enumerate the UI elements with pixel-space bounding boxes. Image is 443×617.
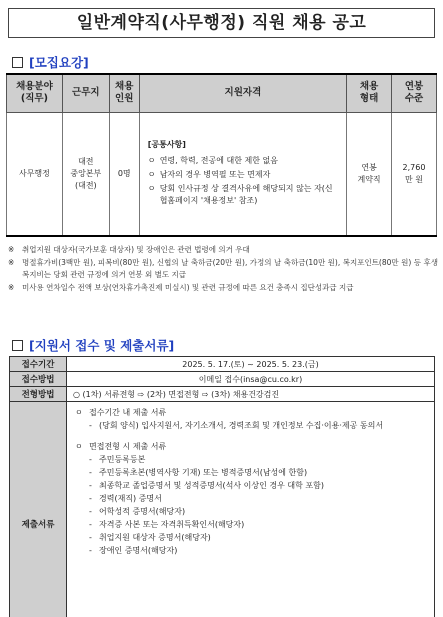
section-heading-application — [12, 336, 174, 354]
header-salary: 연봉 수준 — [392, 74, 437, 112]
page-title: 일반계약직(사무행정) 직원 채용 공고 — [8, 8, 435, 38]
value-period: 2025. 5. 17.(토) ~ 2025. 5. 23.(금) — [67, 357, 435, 372]
cell-qualification — [139, 112, 346, 236]
value-method: 이메일 접수(insa@cu.co.kr) — [67, 372, 435, 387]
document-group: ㅇ 면접전형 시 제출 서류 - 주민등록등본 - 주민등록초본(병역사항 기재) 또는 병적증명서(남성에 한함) - 최종학교 졸업증명서 및 성적증명서(석사 이상인 경우 대학 포함) - 경력(재직) 증명서 - 어학성적 증명서(해당자) - 자격증 사본 또는 자격취득확인서(해당자) - 취업지원 대상자 증명서(해당자) - 장애인 증명서(해당자) — [75, 440, 426, 557]
table-row — [10, 402, 435, 617]
cell-count: 0명 — [109, 112, 139, 236]
label-process: 전형방법 — [10, 387, 67, 402]
header-location: 근무지 — [62, 74, 109, 112]
note-item: ※ 명절휴가비(3백만 원), 피복비(80만 원), 신협의 날 축하금(20만 원), 가정의 날 축하금(10만 원), 복지포인트(80만 원) 등 후생복지비는 당회 관련 규정에 의거 연봉 외 별도 지급 — [8, 258, 438, 279]
list-item: ㅇ 남자의 경우 병역필 또는 면제자 — [147, 169, 271, 179]
list-item: - 최종학교 졸업증명서 및 성적증명서(석사 이상인 경우 대학 포함) — [89, 481, 324, 490]
list-item: - 경력(재직) 증명서 — [89, 494, 162, 503]
header-type: 채용 형태 — [347, 74, 392, 112]
table-row — [10, 357, 435, 372]
document-group: ㅇ 접수기간 내 제출 서류 - (당회 양식) 입사지원서, 자기소개서, 경력조회 및 개인정보 수집·이용·제공 동의서 — [75, 406, 426, 432]
label-documents: 제출서류 — [10, 402, 67, 617]
qualification-header: [공통사항] — [147, 139, 186, 149]
checkbox-square-icon — [12, 57, 23, 68]
cell-location: 대전 중앙본부 (대전) — [62, 112, 109, 236]
list-item: - 주민등록초본(병역사항 기재) 또는 병적증명서(남성에 한함) — [89, 468, 308, 477]
cell-type: 연봉 계약직 — [347, 112, 392, 236]
table-row — [7, 112, 437, 236]
list-item: ㅇ 당회 인사규정 상 결격사유에 해당되지 않는 자(신협홈페이지 '채용정보' 참조) — [147, 183, 333, 205]
section-label: [지원서 접수 및 제출서류] — [29, 338, 175, 353]
section-heading-recruitment — [12, 53, 89, 71]
note-item: ※ 미사용 연차일수 전액 보상(연차휴가촉진제 미실시) 및 관련 규정에 따른 요건 충족시 집단성과급 지급 — [8, 283, 354, 292]
list-item: - 취업지원 대상자 증명서(해당자) — [89, 533, 211, 542]
header-count: 채용 인원 — [109, 74, 139, 112]
table-row — [10, 372, 435, 387]
notes-list — [8, 244, 438, 295]
section-label: [모집요강] — [29, 55, 89, 70]
list-item: - 어학성적 증명서(해당자) — [89, 507, 186, 516]
header-qualification: 지원자격 — [139, 74, 346, 112]
table-row — [10, 387, 435, 402]
list-item: - (당회 양식) 입사지원서, 자기소개서, 경력조회 및 개인정보 수집·이용·제공 동의서 — [89, 421, 384, 430]
label-method: 접수방법 — [10, 372, 67, 387]
list-item: ㅇ 연령, 학력, 전공에 대한 제한 없음 — [147, 155, 278, 165]
note-item: ※ 취업지원 대상자(국가보훈 대상자) 및 장애인은 관련 법령에 의거 우대 — [8, 245, 250, 254]
value-process: ○ (1차) 서류전형 ⇨ (2차) 면접전형 ⇨ (3차) 채용건강검진 — [67, 387, 435, 402]
application-table — [9, 356, 435, 617]
checkbox-square-icon — [12, 340, 23, 351]
header-field: 채용분야 (직무) — [7, 74, 63, 112]
cell-salary: 2,760 만 원 — [392, 112, 437, 236]
list-item: - 장애인 증명서(해당자) — [89, 546, 178, 555]
list-item: - 자격증 사본 또는 자격취득확인서(해당자) — [89, 520, 245, 529]
label-period: 접수기간 — [10, 357, 67, 372]
list-item: - 주민등록등본 — [89, 455, 146, 464]
cell-field: 사무행정 — [7, 112, 63, 236]
recruitment-table — [6, 73, 437, 237]
value-documents — [67, 402, 435, 617]
